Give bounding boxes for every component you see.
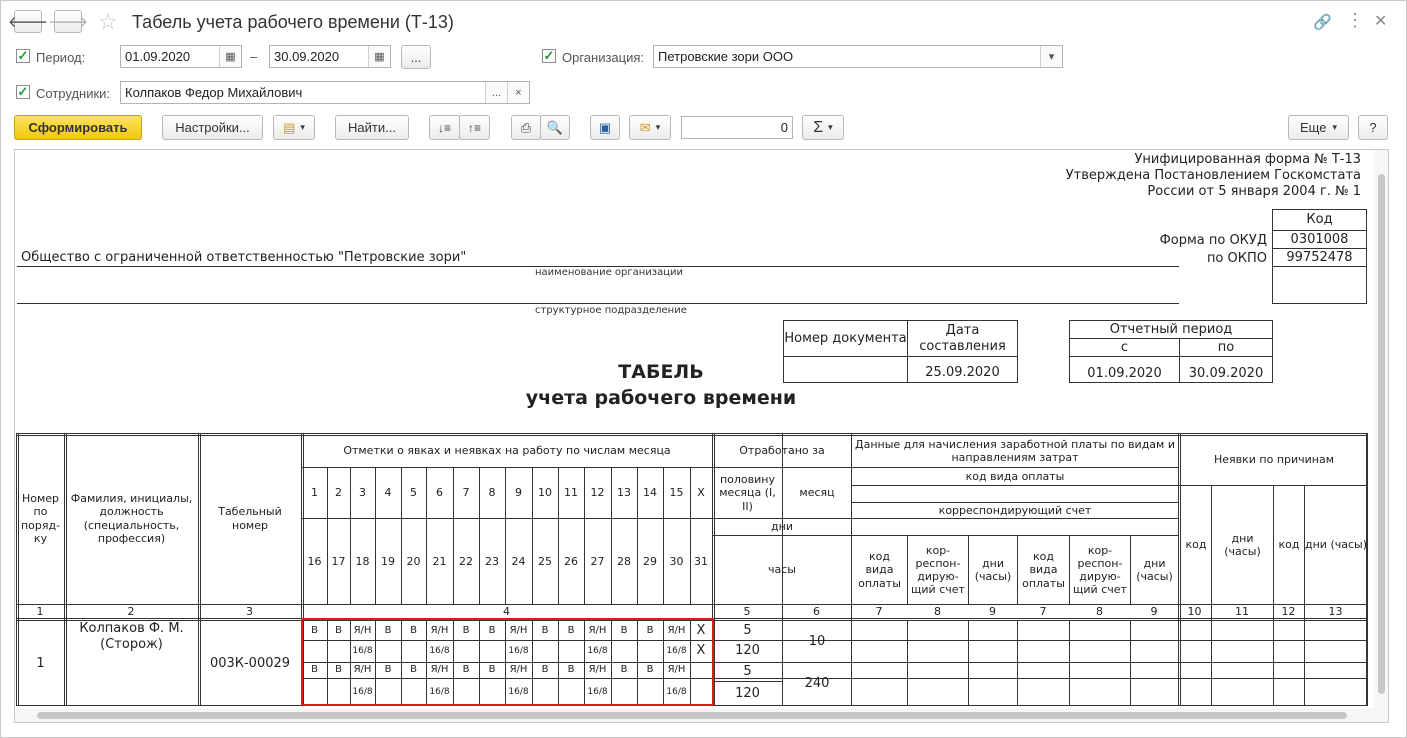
period-label: Период: xyxy=(36,50,86,65)
more-button[interactable] xyxy=(1288,115,1349,140)
day-mark-cell: Я/Н xyxy=(509,664,528,675)
day-number: 3 xyxy=(359,486,366,500)
organization-select[interactable] xyxy=(653,45,1063,68)
employees-choose-button[interactable]: ... xyxy=(485,82,507,103)
period-checkbox[interactable]: ✓ xyxy=(17,48,29,63)
department-caption: структурное подразделение xyxy=(535,305,687,316)
envelope-icon: ✉ xyxy=(639,119,651,135)
day-mark-cell: В xyxy=(620,624,628,636)
code-box-line xyxy=(1272,266,1367,267)
employees-label: Сотрудники: xyxy=(36,86,111,101)
employee-tab-number: 003К-00029 xyxy=(209,655,291,671)
day-mark-cell: 16/8 xyxy=(429,645,450,656)
header-attendance-marks: Отметки о явках и неявках на работу по числам месяца xyxy=(343,444,671,458)
more-menu-icon[interactable]: ⋮ xyxy=(1346,10,1364,30)
day-number: 19 xyxy=(381,554,395,568)
okpo-label: по ОКПО xyxy=(1206,251,1267,266)
day-number: 29 xyxy=(643,554,657,568)
header-abs-code: код xyxy=(1278,538,1300,552)
organization-caption: наименование организации xyxy=(535,267,684,278)
day-number: 11 xyxy=(564,486,578,500)
report-subtitle: учета рабочего времени xyxy=(525,386,797,409)
day-mark-cell: 16/8 xyxy=(352,645,373,656)
okud-label: Форма по ОКУД xyxy=(1159,233,1267,248)
day-number: 30 xyxy=(669,554,684,568)
day-number: 4 xyxy=(384,486,392,500)
forward-button[interactable] xyxy=(47,10,89,33)
day-mark-cell: Я/Н xyxy=(353,624,372,636)
day-number: 9 xyxy=(515,486,522,500)
header-half-month: половину месяца (I, II) xyxy=(719,473,776,513)
column-number: 9 xyxy=(1150,604,1158,618)
column-number: 1 xyxy=(36,604,44,618)
column-number: 10 xyxy=(1187,604,1202,618)
collapse-groups-button[interactable] xyxy=(429,115,460,140)
grid-line xyxy=(968,620,969,706)
period-dash: – xyxy=(250,49,258,64)
day-number: 2 xyxy=(335,486,342,500)
vertical-scroll-thumb[interactable] xyxy=(1378,174,1385,694)
header-correspondent-account: корреспондирующий счет xyxy=(938,503,1092,517)
help-button[interactable]: ? xyxy=(1358,115,1388,140)
header-abs-days: дни (часы) xyxy=(1224,531,1261,558)
grid-line xyxy=(1130,620,1131,706)
column-number: 13 xyxy=(1328,604,1343,618)
header-abs-code: код xyxy=(1185,538,1207,552)
header-days: дни xyxy=(771,520,793,534)
day-number: X xyxy=(697,486,705,500)
header-sub-code: код вида оплаты xyxy=(858,550,901,590)
organization-value: Петровские зори ООО xyxy=(658,49,794,64)
organization-name: Общество с ограниченной ответственностью "Петровские зори" xyxy=(21,250,467,265)
chevron-down-icon: ▾ xyxy=(828,122,833,132)
chevron-down-icon: ▾ xyxy=(1332,122,1337,132)
send-email-button[interactable] xyxy=(629,115,671,140)
day-mark-cell: В xyxy=(335,624,342,636)
settings-button[interactable]: Настройки... xyxy=(162,115,263,140)
date-from-value: 01.09.2020 xyxy=(125,49,191,64)
header-tab-number: Табельный номер xyxy=(218,505,282,532)
chevron-down-icon: ▾ xyxy=(655,122,661,132)
window-title: Табель учета рабочего времени (Т-13) xyxy=(132,12,454,32)
arrow-left-icon: 🡐 xyxy=(7,14,49,31)
day-mark-cell: 16/8 xyxy=(352,686,373,697)
day-mark-cell: 16/8 xyxy=(587,645,608,656)
report-title: ТАБЕЛЬ xyxy=(618,360,704,383)
column-number: 11 xyxy=(1235,604,1249,618)
header-worked: Отработано за xyxy=(739,444,825,458)
day-mark-cell: В xyxy=(311,664,318,675)
day-mark-cell: Я/Н xyxy=(353,664,372,675)
half2-days: 5 xyxy=(743,663,752,679)
day-number: 7 xyxy=(462,486,470,500)
employees-checkbox[interactable]: ✓ xyxy=(17,84,29,99)
day-number: 5 xyxy=(410,486,417,500)
day-number: 16 xyxy=(307,554,322,568)
half1-days: 5 xyxy=(743,622,752,638)
half2-hours: 120 xyxy=(735,685,760,701)
day-mark-cell: Я/Н xyxy=(588,624,607,636)
organization-checkbox[interactable]: ✓ xyxy=(543,48,555,63)
column-number: 8 xyxy=(934,604,941,618)
day-mark-cell: В xyxy=(410,664,417,675)
find-button[interactable]: Найти... xyxy=(335,115,409,140)
day-mark-cell: Я/Н xyxy=(667,624,686,636)
day-mark-cell: В xyxy=(646,664,654,675)
report-spreadsheet[interactable] xyxy=(14,149,1389,723)
day-mark-cell: X xyxy=(696,643,706,659)
header-absences: Неявки по причинам xyxy=(1213,453,1335,467)
day-mark-cell: В xyxy=(567,664,575,675)
day-number: 10 xyxy=(538,486,552,500)
day-mark-cell: Я/Н xyxy=(509,624,528,636)
half1-hours: 120 xyxy=(735,643,760,659)
day-mark-cell: Я/Н xyxy=(667,664,686,675)
column-number: 12 xyxy=(1281,604,1296,618)
doc-date-header: Дата составления xyxy=(919,322,1006,354)
header-month: месяц xyxy=(799,486,835,500)
month-days: 10 xyxy=(808,633,826,649)
day-mark-cell: X xyxy=(696,622,706,638)
day-number: 26 xyxy=(564,554,578,568)
day-number: 18 xyxy=(355,554,370,568)
close-icon[interactable]: ✕ xyxy=(1374,13,1388,30)
header-sub-days: дни (часы) xyxy=(974,556,1012,583)
vertical-scrollbar[interactable] xyxy=(1374,150,1388,710)
day-mark-cell: Я/Н xyxy=(430,664,449,675)
chevron-down-icon[interactable]: ▾ xyxy=(1040,46,1062,67)
chevron-down-icon: ▾ xyxy=(300,122,305,132)
generate-button[interactable]: Сформировать xyxy=(14,115,142,140)
grid-line xyxy=(907,620,908,706)
date-from-field[interactable] xyxy=(120,45,242,68)
day-number: 22 xyxy=(459,554,473,568)
employee-name: Колпаков Ф. М. (Сторож) xyxy=(79,621,184,652)
day-mark-cell: Я/Н xyxy=(430,624,449,636)
dept-underline xyxy=(17,303,1179,304)
highlight-frame xyxy=(301,618,714,706)
period-choose-button[interactable]: ... xyxy=(401,45,431,69)
back-button[interactable] xyxy=(7,10,49,33)
organization-label: Организация: xyxy=(562,50,645,65)
day-mark-cell: В xyxy=(311,624,318,636)
month-hours: 240 xyxy=(804,676,830,692)
column-number: 4 xyxy=(503,604,510,618)
horizontal-scrollbar[interactable] xyxy=(15,708,1389,722)
day-number: 13 xyxy=(617,486,631,500)
employees-field[interactable] xyxy=(120,81,530,104)
column-number: 2 xyxy=(127,604,135,618)
period-to-label: по xyxy=(1217,339,1235,355)
calendar-icon[interactable]: ▦ xyxy=(219,46,241,67)
okud-value: 0301008 xyxy=(1290,231,1349,247)
column-number: 3 xyxy=(246,604,253,618)
save-icon: ▣ xyxy=(598,119,612,135)
day-number: 21 xyxy=(432,554,447,568)
sum-button[interactable] xyxy=(802,115,844,140)
day-mark-cell: В xyxy=(646,624,654,636)
day-mark-cell: В xyxy=(462,624,470,636)
day-mark-cell: В xyxy=(541,624,549,636)
header-sub-corr: кор-респон-дирую-щий счет xyxy=(911,543,965,597)
day-number: 24 xyxy=(511,554,526,568)
day-number: 20 xyxy=(406,554,421,568)
day-mark-cell: В xyxy=(384,624,392,636)
day-number: 8 xyxy=(488,486,496,500)
day-mark-cell: 16/8 xyxy=(508,686,529,697)
folder-icon: ▤ xyxy=(283,119,296,135)
grid-line xyxy=(1178,433,1179,706)
form-line: Унифицированная форма № Т-13 xyxy=(1134,152,1361,167)
day-number: 27 xyxy=(590,554,605,568)
day-mark-cell: В xyxy=(488,624,496,636)
collapse-icon: ↓≡ xyxy=(437,120,451,135)
column-number: 5 xyxy=(743,604,751,618)
arrow-right-icon: 🡒 xyxy=(47,14,89,31)
header-sub-corr: кор-респон-дирую-щий счет xyxy=(1073,543,1127,597)
print-button[interactable] xyxy=(511,115,541,140)
day-mark-cell: В xyxy=(488,664,496,675)
date-to-value: 30.09.2020 xyxy=(274,49,340,64)
form-line: Утверждена Постановлением Госкомстата xyxy=(1065,168,1361,183)
doc-date-value: 25.09.2020 xyxy=(925,365,1000,381)
column-number: 8 xyxy=(1096,604,1103,618)
day-mark-cell: В xyxy=(620,664,628,675)
day-mark-cell: 16/8 xyxy=(508,645,529,656)
calendar-icon[interactable]: ▦ xyxy=(368,46,390,67)
header-abs-days: дни (часы) xyxy=(1305,538,1367,552)
clear-icon[interactable]: × xyxy=(507,82,529,103)
preview-button[interactable] xyxy=(540,115,570,140)
more-label: Еще xyxy=(1300,120,1327,135)
period-header: Отчетный период xyxy=(1109,321,1233,337)
grid-line xyxy=(851,518,1178,519)
day-number: 31 xyxy=(694,554,708,568)
column-number: 7 xyxy=(1039,604,1047,618)
header-row-number: Номер по поряд-ку xyxy=(20,492,61,545)
day-mark-cell: Я/Н xyxy=(588,664,607,675)
day-number: 1 xyxy=(311,486,318,500)
header-pay-code: код вида оплаты xyxy=(965,469,1065,483)
period-box-line xyxy=(1069,356,1273,357)
column-number: 9 xyxy=(989,604,996,618)
day-number: 17 xyxy=(331,554,346,568)
day-mark-cell: В xyxy=(541,664,549,675)
column-number: 7 xyxy=(875,604,883,618)
day-mark-cell: В xyxy=(410,624,417,636)
day-number: 15 xyxy=(669,486,684,500)
star-icon[interactable]: ☆ xyxy=(98,9,118,34)
grid-line xyxy=(1069,620,1070,706)
code-header: Код xyxy=(1306,211,1333,227)
printer-icon: ⎙ xyxy=(520,119,532,135)
document-box-line xyxy=(783,356,1018,357)
day-mark-cell: 16/8 xyxy=(429,686,450,697)
day-number: 25 xyxy=(538,554,552,568)
sum-field[interactable]: 0 xyxy=(681,116,793,139)
link-icon[interactable]: 🔗 xyxy=(1313,14,1332,31)
expand-groups-button[interactable] xyxy=(459,115,490,140)
variants-button[interactable] xyxy=(273,115,315,140)
day-number: 23 xyxy=(485,554,499,568)
column-number: 6 xyxy=(813,604,820,618)
day-mark-cell: В xyxy=(462,664,470,675)
doc-number-header: Номер документа xyxy=(784,330,907,346)
day-mark-cell: 16/8 xyxy=(587,686,608,697)
header-pay-data: Данные для начисления заработной платы по видам и направлениям затрат xyxy=(855,437,1175,464)
header-sub-days: дни (часы) xyxy=(1136,556,1173,583)
preview-icon: 🔍 xyxy=(546,119,564,135)
day-number: 12 xyxy=(590,486,605,500)
grid-line xyxy=(1367,433,1368,706)
header-sub-code: код вида оплаты xyxy=(1022,550,1065,590)
save-button[interactable] xyxy=(590,115,620,140)
header-full-name: Фамилия, инициалы, должность (специальность, профессия) xyxy=(70,492,193,545)
grid-line xyxy=(1017,620,1018,706)
date-to-field[interactable] xyxy=(269,45,391,68)
employees-value: Колпаков Федор Михайлович xyxy=(125,85,303,100)
expand-icon: ↑≡ xyxy=(467,120,481,135)
period-to-value: 30.09.2020 xyxy=(1188,366,1264,382)
period-from-label: с xyxy=(1120,339,1129,355)
okpo-value: 99752478 xyxy=(1286,249,1353,265)
day-number: 6 xyxy=(436,486,443,500)
header-hours: часы xyxy=(768,563,796,577)
form-line: России от 5 января 2004 г. № 1 xyxy=(1147,184,1361,199)
day-mark-cell: В xyxy=(335,664,342,675)
employee-row-number: 1 xyxy=(36,655,45,671)
day-mark-cell: В xyxy=(567,624,575,636)
sigma-icon: Σ xyxy=(813,118,824,136)
day-mark-cell: 16/8 xyxy=(666,686,687,697)
day-mark-cell: В xyxy=(384,664,392,675)
day-number: 14 xyxy=(643,486,657,500)
period-from-value: 01.09.2020 xyxy=(1087,366,1162,382)
day-number: 28 xyxy=(617,554,631,568)
day-mark-cell: 16/8 xyxy=(666,645,687,656)
horizontal-scroll-thumb[interactable] xyxy=(37,712,1347,719)
